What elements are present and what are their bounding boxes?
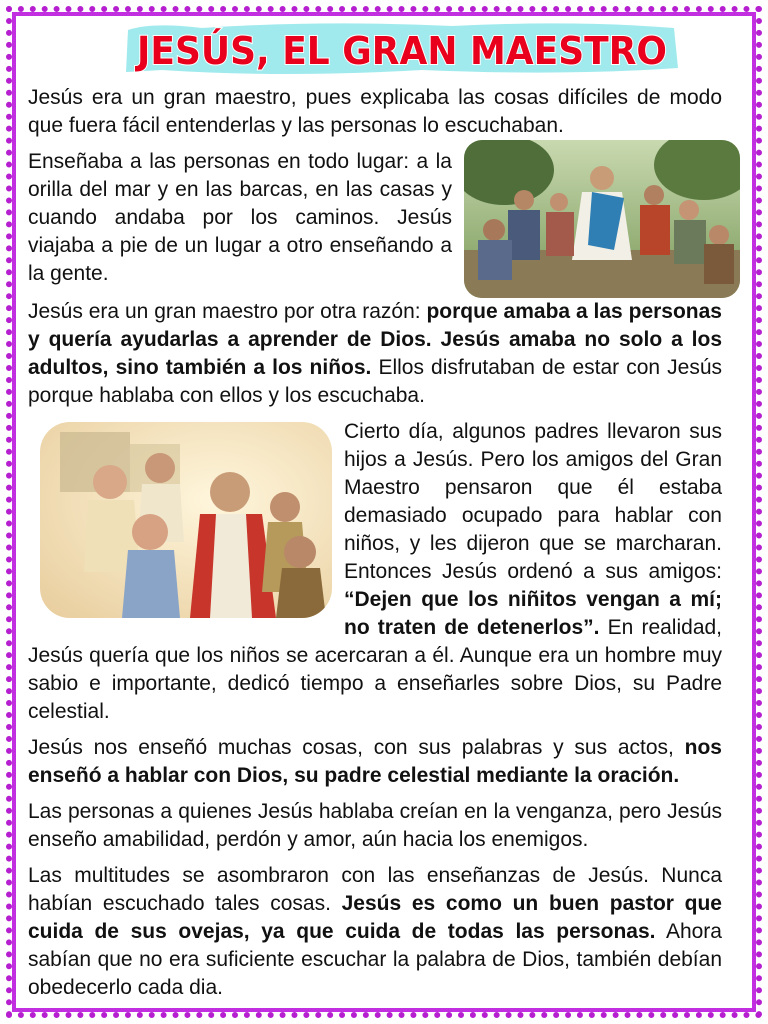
paragraph-7: Las multitudes se asombraron con las enseñanzas de Jesús. Nunca habían escuchado tales cosas. Jesús es como un buen pastor que cuida de sus ovejas, ya que cuida de todas las personas. Ahora sabían que no era suficiente escuchar la palabra de Dios, también debían obedecerlo cada dia. <box>28 864 722 999</box>
title-banner <box>122 20 682 78</box>
jesus-with-children-image <box>40 422 332 618</box>
paragraph-5: Jesús nos enseñó muchas cosas, con sus palabras y sus actos, nos enseñó a hablar con Dios, su padre celestial mediante la oración. <box>28 736 722 787</box>
paragraph-4: Cierto día, algunos padres llevaron sus hijos a Jesús. Pero los amigos del Gran Maestro pensaron que él estaba demasiado ocupado para hablar con niños, y les dijeron que se marcharan. Entonces Jesús ordenó a sus amigos: “Dejen que los niñitos vengan a mí; no traten de detenerlos”. En realidad, Jesús quería que los niños se acercaran a él. Aunque era un hombre muy sabio e importante, dedicó tiempo a enseñarles sobre Dios, su Padre celestial. <box>28 420 723 723</box>
jesus-teaching-group-image <box>464 140 740 298</box>
paragraph-3: Jesús era un gran maestro por otra razón: porque amaba a las personas y quería ayudarlas a aprender de Dios. Jesús amaba no solo a los adultos, sino también a los niños. Ellos disfrutaban de estar con Jesús porque hablaba con ellos y los escuchaba. <box>28 300 722 407</box>
page-title: JESÚS, EL GRAN MAESTRO <box>134 29 668 73</box>
paragraph-6: Las personas a quienes Jesús hablaba creían en la venganza, pero Jesús enseño amabilidad, perdón y amor, aún hacia los enemigos. <box>28 800 722 851</box>
article-body <box>28 84 722 1010</box>
paragraph-2: Enseñaba a las personas en todo lugar: a la orilla del mar y en las barcas, en las casas y cuando andaba por los caminos. Jesús viajaba a pie de un lugar a otro enseñando a la gente. <box>28 150 452 285</box>
paragraph-1: Jesús era un gran maestro, pues explicaba las cosas difíciles de modo que fuera fácil entenderlas y las personas lo escuchaban. <box>28 86 722 137</box>
